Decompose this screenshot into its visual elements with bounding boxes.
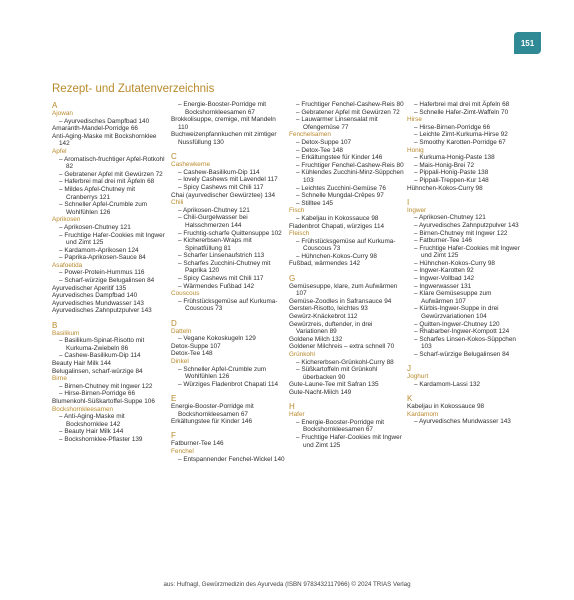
index-subentry: – Fruchtige Hafer-Cookies mit Ingwer und Zimt 125 <box>59 231 165 247</box>
index-subentry: – Fruchtig-scharfe Quittensuppe 102 <box>178 229 282 237</box>
index-entry: Ayurvedisches Mundwasser 143 <box>52 299 144 307</box>
index-entry: Detox-Tee 148 <box>171 350 213 358</box>
index-subentry: – Hühnchen-Kokos-Curry 98 <box>414 259 495 267</box>
index-subentry: – Basilikum-Spinat-Risotto mit Kurkuma-Zwiebeln 86 <box>59 337 145 352</box>
index-subentry: – Kardamom-Aprikosen 124 <box>59 246 139 254</box>
index-subentry: – Hirse-Birnen-Porridge 66 <box>414 123 491 131</box>
index-subentry: – Bockshornklee-Pflaster 139 <box>59 435 143 443</box>
index-entry: Blumenkohl-Süßkartoffel-Suppe 106 <box>52 397 155 405</box>
index-letter-block <box>289 101 404 268</box>
index-subentry: – Smoothy Karotten-Porridge 67 <box>414 138 506 146</box>
index-entry: Goldene Milch 132 <box>289 335 343 343</box>
index-subentry: – Ingwer-Vollbad 142 <box>414 275 475 283</box>
index-keyword: Chili <box>171 199 184 207</box>
index-subentry: – Haferbrei mal drei mit Äpfeln 68 <box>59 178 155 186</box>
index-subentry: – Wärmendes Fußbad 142 <box>178 282 255 290</box>
index-keyword: Aprikosen <box>52 216 81 224</box>
index-column-3 <box>289 101 404 449</box>
index-subentry: – lovely Cashews mit Lavendel 117 <box>178 176 278 184</box>
index-subentry: – Aprikosen-Chutney 121 <box>414 214 486 222</box>
index-entry: Anti-Aging-Maske mit Bockshornklee 142 <box>52 132 157 148</box>
index-subentry: – Würziges Fladenbrot Chapati 114 <box>178 380 279 388</box>
index-subentry: – Birnen-Chutney mit Ingwer 122 <box>59 382 153 390</box>
index-column-2 <box>171 101 286 463</box>
index-subentry: – Mais-Honig-Brei 72 <box>414 161 475 169</box>
index-subentry: – Entspannender Fenchel-Wickel 140 <box>178 455 285 463</box>
index-subentry: – Scharfes Zucchini-Chutney mit Paprika 120 <box>178 259 271 275</box>
index-entry: Gewürz-Knäckebrot 112 <box>289 313 358 321</box>
index-subentry: – Spicy Cashews mit Chili 117 <box>178 275 264 283</box>
index-subentry: – Ingwer-Karotten 92 <box>414 267 474 275</box>
index-keyword: Dinkel <box>171 358 189 365</box>
index-letter-block <box>52 101 167 315</box>
index-subentry: – Rhabarber-Ingwer-Kompott 124 <box>414 328 510 336</box>
index-letter-heading: F <box>171 431 176 441</box>
index-subentry: – Kurkuma-Honig-Paste 138 <box>414 154 495 162</box>
index-subentry: – Scharfer Linsenaufstrich 113 <box>178 252 265 260</box>
index-letter-block <box>52 321 167 444</box>
index-subentry: – Scharf-würzige Belugalinsen 84 <box>414 351 510 358</box>
index-subentry: – Paprika-Aprikosen-Sauce 84 <box>59 254 146 262</box>
index-subentry: – Cashew-Basilikum-Dip 114 <box>178 168 260 176</box>
index-subentry: – Leichte Zimt-Kurkuma-Hirse 92 <box>414 131 508 139</box>
index-entry: Ayurvedisches Dampfbad 140 <box>52 292 138 300</box>
index-subentry: – Süßkartoffeln mit Grünkohl überbacken 90 <box>296 366 378 381</box>
index-entry: Goldener Milchreis – extra schnell 70 <box>289 343 395 351</box>
index-letter-block <box>289 402 404 449</box>
index-entry: Gewürzreis, duftender, in drei Variationen 89 <box>289 320 373 336</box>
index-subentry: – Fruchtiger Fenchel-Cashew-Reis 80 <box>296 161 404 169</box>
index-letter-heading: D <box>171 318 177 328</box>
index-subentry: – Detox-Suppe 107 <box>296 138 352 146</box>
index-keyword: Basilikum <box>52 329 80 337</box>
index-subentry: – Frühstücksgemüse auf Kurkuma-Couscous 73 <box>296 237 396 253</box>
index-keyword: Fleisch <box>289 230 310 238</box>
index-subentry: – Quitten-Ingwer-Chutney 120 <box>414 320 500 328</box>
index-subentry: – Kabeljau in Kokossauce 98 <box>296 214 379 222</box>
index-subentry: – Chili-Gurgelwasser bei Halsschmerzen 144 <box>178 214 248 229</box>
index-entry: Energie-Booster-Porridge mit Bockshornkleesamen 67 <box>171 402 254 418</box>
index-subentry: – Vegane Kokoskugeln 129 <box>178 335 256 343</box>
index-entry: Belugalinsen, scharf-würzige 84 <box>52 367 143 375</box>
index-entry: Chai (ayurvedischer Gewürztee) 134 <box>171 191 276 199</box>
index-subentry: – Aprikosen-Chutney 121 <box>178 206 250 214</box>
index-letter-block <box>171 152 286 313</box>
index-subentry: – Detox-Tee 148 <box>296 146 343 154</box>
index-letter-heading: C <box>171 152 177 162</box>
index-subentry: – Klare Gemüsesuppe zum Aufwärmen 107 <box>414 290 492 305</box>
index-subentry: – Hühnchen-Kokos-Curry 98 <box>296 252 377 260</box>
index-letter-heading: B <box>52 320 58 330</box>
index-subentry: – Power-Protein-Hummus 116 <box>59 269 145 277</box>
index-letter-block <box>407 394 522 426</box>
index-entry: Gemüse-Zoodles in Safransauce 94 <box>289 297 392 305</box>
index-entry: Fußbad, wärmendes 142 <box>289 260 361 268</box>
index-keyword: Cashewkerne <box>171 161 211 169</box>
index-entry: Brokkolisuppe, cremige, mit Mandeln 110 <box>171 116 276 131</box>
index-column-4 <box>407 101 522 426</box>
index-subentry: – Kühlendes Zucchini-Minz-Süppchen 103 <box>296 169 404 184</box>
index-keyword: Asafoetida <box>52 261 83 269</box>
index-keyword: Fenchel <box>171 447 194 455</box>
index-letter-block <box>289 274 404 397</box>
index-subentry: – Hirse-Birnen-Porridge 66 <box>59 390 136 398</box>
index-entry: Fladenbrot Chapati, würziges 114 <box>289 222 385 230</box>
index-subentry: – Birnen-Chutney mit Ingwer 122 <box>414 229 508 237</box>
index-subentry: – Beauty Hair Milk 144 <box>59 428 124 436</box>
index-entry: Beauty Hair Milk 144 <box>52 360 111 367</box>
index-keyword: Bockshornkleesamen <box>52 405 114 413</box>
index-subentry: – Schnelle Mungdal-Crêpes 97 <box>296 192 384 200</box>
index-subentry: – Kichererbsen-Wraps mit Spinatfüllung 81 <box>178 237 252 252</box>
index-subentry: – Fruchtige Hafer-Cookies mit Ingwer und Zimt 125 <box>296 433 402 449</box>
index-letter-heading: K <box>407 393 413 403</box>
index-letter-heading: E <box>171 393 177 403</box>
index-subentry: – Kardamom-Lassi 132 <box>414 380 481 388</box>
index-subentry: – Scharfes Linsen-Kokos-Süppchen 103 <box>414 335 516 351</box>
index-subentry: – Erkältungstee für Kinder 146 <box>296 154 383 162</box>
index-subentry: – Aprikosen-Chutney 121 <box>59 223 131 231</box>
index-entry: Gersten-Risotto, leichtes 93 <box>289 305 368 313</box>
index-subentry: – Aromatisch-fruchtiger Apfel-Rotkohl 82 <box>59 155 165 171</box>
index-subentry: – Ayurvedisches Zahnputzpulver 143 <box>414 221 519 229</box>
index-subentry: – Kürbis-Ingwer-Suppe in drei Gewürzvariationen 104 <box>414 305 499 321</box>
index-keyword: Fenchelsamen <box>289 131 331 139</box>
index-letter-heading: G <box>289 273 296 283</box>
index-subentry: – Pippali-Treppen-Kur 148 <box>414 176 489 184</box>
index-entry: Amaranth-Mandel-Porridge 66 <box>52 125 138 133</box>
index-keyword: Honig <box>407 146 424 154</box>
index-entry: Gute-Nacht-Milch 149 <box>289 388 352 396</box>
index-entry: Fatburner-Tee 146 <box>171 440 224 448</box>
index-keyword: Couscous <box>171 290 200 298</box>
index-entry: Ayurvedisches Zahnputzpulver 143 <box>52 307 152 315</box>
index-entry: Gute-Laune-Tee mit Safran 135 <box>289 381 379 389</box>
index-letter-block <box>171 431 286 463</box>
index-entry: Buchweizenpfannkuchen mit zimtiger Nussfüllung 130 <box>171 131 277 146</box>
index-subentry: – Energie-Booster-Porridge mit Bockshornkleesamen 67 <box>178 101 267 116</box>
index-column-1 <box>52 101 167 444</box>
index-subentry: – Frühstücksgemüse auf Kurkuma-Couscous 73 <box>178 297 278 313</box>
index-subentry: – Spicy Cashews mit Chili 117 <box>178 183 264 191</box>
index-letter-heading: H <box>289 402 295 412</box>
index-letter-block <box>407 364 522 388</box>
index-subentry: – Ingwerwasser 131 <box>414 282 472 290</box>
index-subentry: – Haferbrei mal drei mit Äpfeln 68 <box>414 101 510 108</box>
index-subentry: – Energie-Booster-Porridge mit Bockshornkleesamen 67 <box>296 418 385 434</box>
index-keyword: Hafer <box>289 411 305 419</box>
index-entry: Kabeljau in Kokossauce 98 <box>407 402 485 410</box>
index-subentry: – Fruchtiger Fenchel-Cashew-Reis 80 <box>296 101 404 108</box>
index-subentry: – Kichererbsen-Grünkohl-Curry 88 <box>296 358 394 366</box>
page-number-badge: 151 <box>514 32 541 54</box>
index-entry: Erkältungstee für Kinder 146 <box>171 418 252 426</box>
index-subentry: – Gebratener Apfel mit Gewürzen 72 <box>296 108 400 116</box>
index-subentry: – Scharf-würzige Belugalinsen 84 <box>59 277 155 285</box>
index-subentry: – Mildes Apfel-Chutney mit Cranberrys 121 <box>59 185 136 201</box>
index-subentry: – Lauwarmer Linsensalat mit Ofengemüse 77 <box>296 116 378 131</box>
index-keyword: Grünkohl <box>289 351 315 358</box>
index-entry: Ayurvedischer Aperitif 135 <box>52 284 127 292</box>
index-subentry: – Leichtes Zucchini-Gemüse 76 <box>296 184 386 192</box>
index-entry: Detox-Suppe 107 <box>171 342 221 350</box>
index-letter-block <box>407 101 522 192</box>
index-keyword: Birne <box>52 375 67 383</box>
index-subentry: – Pippali-Honig-Paste 138 <box>414 169 489 177</box>
index-keyword: Fisch <box>289 207 305 215</box>
index-keyword: Datteln <box>171 327 192 335</box>
index-keyword: Ajowan <box>52 110 73 117</box>
index-subentry: – Ayurvedisches Dampfbad 140 <box>59 117 150 125</box>
index-entry: Gemüsesuppe, klare, zum Aufwärmen 107 <box>289 282 398 298</box>
index-keyword: Ingwer <box>407 206 427 214</box>
index-subentry: – Gebratener Apfel mit Gewürzen 72 <box>59 170 163 178</box>
index-subentry: – Ayurvedisches Mundwasser 143 <box>414 418 511 426</box>
index-letter-heading: I <box>407 197 410 207</box>
index-entry: Hühnchen-Kokos-Curry 98 <box>407 184 483 192</box>
page-footer: aus: Hufnagl, Gewürzmedizin des Ayurveda (ISBN 9783432117966) © 2024 TRIAS Verlag <box>163 581 411 588</box>
index-letter-block <box>171 101 286 147</box>
index-keyword: Kardamom <box>407 410 439 418</box>
index-subentry: – Fatburner-Tee 146 <box>414 237 472 245</box>
index-subentry: – Cashew-Basilikum-Dip 114 <box>59 352 141 360</box>
index-letter-block <box>407 198 522 359</box>
index-letter-block <box>171 394 286 426</box>
index-subentry: – Stilltee 145 <box>296 199 333 207</box>
index-subentry: – Schneller Apfel-Crumble zum Wohlfühlen 126 <box>178 365 267 381</box>
index-letter-block <box>171 319 286 389</box>
index-letter-heading: A <box>52 101 58 110</box>
index-letter-heading: J <box>407 364 411 374</box>
index-subentry: – Anti-Aging-Maske mit Bockshornklee 142 <box>59 413 125 428</box>
index-keyword: Joghurt <box>407 373 429 381</box>
index-subentry: – Schnelle Hafer-Zimt-Waffeln 70 <box>414 108 509 116</box>
index-subentry: – Schneller Apfel-Crumble zum Wohlfühlen 126 <box>59 201 148 216</box>
index-keyword: Apfel <box>52 147 67 155</box>
index-subentry: – Fruchtige Hafer-Cookies mit Ingwer und Zimt 125 <box>414 244 520 260</box>
index-keyword: Hirse <box>407 116 422 124</box>
page-title: Rezept- und Zutatenverzeichnis <box>52 83 215 95</box>
